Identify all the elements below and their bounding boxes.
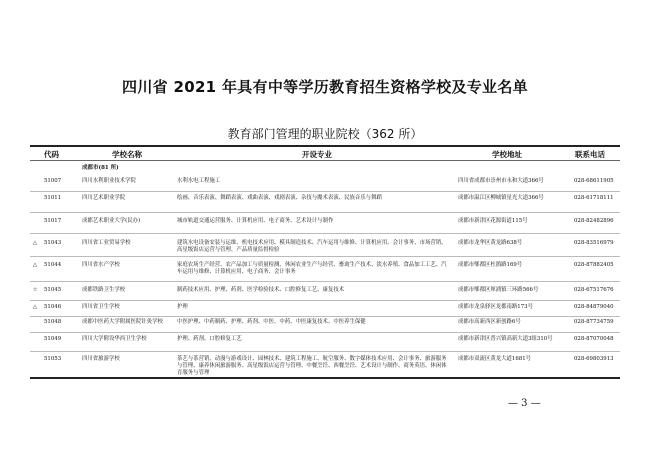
school-name: 成都中医药大学附属医院针灸学校 <box>82 319 163 325</box>
row-mark: △ <box>32 304 38 310</box>
row-mark: ☆ <box>32 287 38 293</box>
school-address: 成都市新津区普兴镇高新大道3组310号 <box>458 336 553 342</box>
school-majors: 建筑水电设备安装与运维、机电技术应用、模具制造技术、汽车运用与维修、计算机应用、会计事务、市场营销、高星级饭店运营与管理、产品质量监督检验 <box>177 240 447 253</box>
row-divider <box>30 191 620 192</box>
page-number: — 3 — <box>508 398 541 409</box>
school-majors: 护理 <box>177 304 188 310</box>
row-divider <box>30 212 620 213</box>
school-phone: 028-82482896 <box>574 218 614 224</box>
row-divider <box>30 332 620 333</box>
school-code: 51046 <box>44 304 62 310</box>
row-divider <box>30 316 620 317</box>
school-name: 四川省旅游学校 <box>82 356 120 362</box>
school-address: 成都市郫都区杜鹃路169号 <box>458 262 523 268</box>
header-school: 学校名称 <box>112 150 142 159</box>
school-code: 51044 <box>44 262 62 268</box>
school-name: 四川省水产学校 <box>82 262 120 268</box>
school-majors: 茶艺与茶营销、动漫与游戏设计、园林技术、建筑工程施工、航空服务、数字媒体技术应用、会计事务、旅游服务与管理、康养休闲旅游服务、高星级饭店运营与管理、中餐烹饪、西餐烹饪、艺术设计与制作、商务英语、休闲体育服务与管理 <box>177 356 447 376</box>
school-code: 51007 <box>44 178 62 184</box>
school-phone: 028-69803913 <box>574 356 614 362</box>
row-divider <box>30 300 620 301</box>
school-phone: 028-84879040 <box>574 304 614 310</box>
header-address: 学校地址 <box>492 150 522 159</box>
school-code: 51048 <box>44 319 62 325</box>
school-code: 51045 <box>44 287 62 293</box>
school-majors: 家庭农场生产经营、农产品加工与质量检测、休闲农业生产与经营、畜禽生产技术、淡水养殖、食品加工工艺、汽车运用与维修、计算机应用、电子商务、会计事务 <box>177 262 447 275</box>
school-address: 四川省成都市崇州市永和大道366号 <box>458 178 544 184</box>
region-label: 成都市(81 所) <box>82 165 119 171</box>
school-address: 成都市温江区柳城镇星光大道366号 <box>458 195 544 201</box>
school-code: 51049 <box>44 336 62 342</box>
school-code: 51043 <box>44 240 62 246</box>
school-name: 四川省卫生学校 <box>82 304 120 310</box>
school-phone: 028-68611905 <box>574 178 614 184</box>
school-name: 四川水利职业技术学院 <box>82 178 136 184</box>
school-code: 51053 <box>44 356 62 362</box>
row-divider <box>30 256 620 257</box>
document-title: 四川省 2021 年具有中等学历教育招生资格学校及专业名单 <box>122 78 528 96</box>
school-name: 成都铁路卫生学校 <box>82 287 126 293</box>
school-majors: 制药技术应用、护理、药剂、医学检验技术、口腔修复工艺、康复技术 <box>177 287 345 293</box>
row-mark: △ <box>32 240 38 246</box>
school-majors: 绘画、音乐表演、舞蹈表演、戏曲表演、戏剧表演、杂技与魔术表演、民族音乐与舞蹈 <box>177 195 382 201</box>
table-bottom-rule <box>30 377 620 379</box>
school-phone: 028-83516979 <box>574 240 614 246</box>
header-majors: 开设专业 <box>302 150 332 159</box>
school-name: 四川大学附设华西卫生学校 <box>82 336 147 342</box>
school-phone: 028-87882405 <box>574 262 614 268</box>
school-name: 成都艺术职业大学(民办) <box>82 218 141 224</box>
school-address: 成都市双流区黄龙大道1681号 <box>458 356 532 362</box>
row-mark: △ <box>32 262 38 268</box>
school-majors: 中医护理、中药制药、护理、药剂、中医、中药、中医康复技术、中医养生保健 <box>177 319 366 325</box>
school-code: 51011 <box>44 195 62 201</box>
school-majors: 护理、药剂、口腔修复工艺 <box>177 336 242 342</box>
section-title: 教育部门管理的职业院校（362 所） <box>227 127 423 141</box>
school-name: 四川艺术职业学院 <box>82 195 126 201</box>
header-code: 代码 <box>44 150 59 159</box>
row-divider <box>30 281 620 282</box>
row-divider <box>30 233 620 234</box>
school-address: 成都市新津区花源街道115号 <box>458 218 528 224</box>
school-phone: 028-61718111 <box>574 195 614 201</box>
school-phone: 028-87070048 <box>574 336 614 342</box>
table-header <box>30 147 620 161</box>
school-address: 成都市郫都区犀浦镇三环路566号 <box>458 287 539 293</box>
header-bottom-rule <box>30 160 620 161</box>
school-phone: 028-87734759 <box>574 319 614 325</box>
school-address: 成都市龙泉驿区龙都南路173号 <box>458 304 533 310</box>
school-name: 四川省工业贸易学校 <box>82 240 131 246</box>
row-divider <box>30 351 620 352</box>
school-address: 成都市龙华区黄龙路638号 <box>458 240 523 246</box>
school-address: 成都市高新西区新创路6号 <box>458 319 521 325</box>
school-phone: 028-67517676 <box>574 287 614 293</box>
header-phone: 联系电话 <box>575 150 605 159</box>
school-majors: 城市轨道交通运营服务、计算机应用、电子商务、艺术设计与制作 <box>177 218 334 224</box>
school-majors: 水利水电工程施工 <box>177 178 221 184</box>
school-code: 51017 <box>44 218 62 224</box>
